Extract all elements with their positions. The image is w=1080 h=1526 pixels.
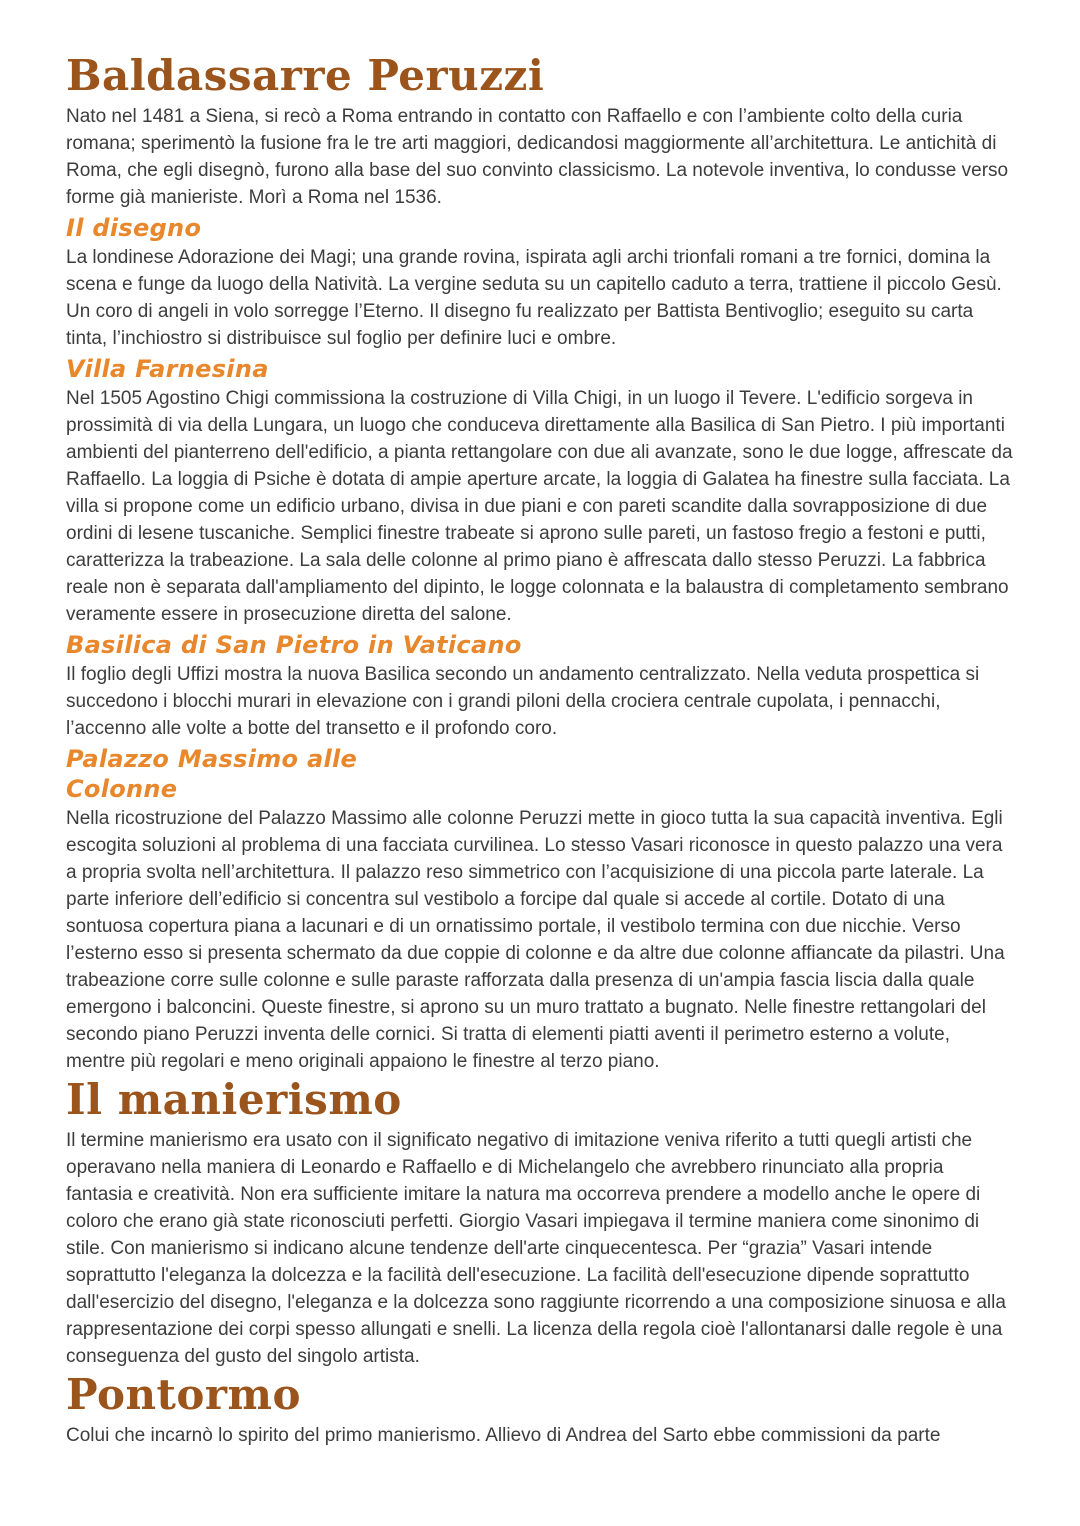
paragraph-il-disegno: La londinese Adorazione dei Magi; una grande rovina, ispirata agli archi trionfali romani a tre fornici, domina la scena e funge da luogo della Natività. La vergine seduta su un capitello caduto a terra, trattiene il piccolo Gesù. Un coro di angeli in volo sorregge l’Eterno. Il disegno fu realizzato per Battista Bentivoglio; eseguito su carta tinta, l’inchiostro si distribuisce sul foglio per definire luci e ombre.: [66, 247, 1002, 349]
section-title-il-manierismo: Il manierismo: [66, 1075, 402, 1124]
section-heading-villa-farnesina: Villa Farnesina: [66, 355, 269, 383]
section-heading-il-disegno: Il disegno: [66, 214, 202, 242]
section-title-pontormo: Pontormo: [66, 1370, 301, 1419]
section-heading-palazzo-massimo-line1: Palazzo Massimo alle: [66, 745, 358, 773]
section-heading-basilica-san-pietro: Basilica di San Pietro in Vaticano: [66, 631, 522, 659]
section-heading-palazzo-massimo-line2: Colonne: [66, 775, 178, 803]
paragraph-basilica-san-pietro: Il foglio degli Uffizi mostra la nuova Basilica secondo un andamento centralizzato. Nella veduta prospettica si succedono i blocchi murari in elevazione con i grandi piloni della crociera centrale cupolata, i pennacchi, l’accenno alle volte a botte del transetto e il profondo coro.: [66, 664, 980, 739]
paragraph-palazzo-massimo: Nella ricostruzione del Palazzo Massimo alle colonne Peruzzi mette in gioco tutta la sua capacità inventiva. Egli escogita soluzioni al problema di una facciata curvilinea. Lo stesso Vasari riconosce in questo palazzo una vera a propria svolta nell’architettura. Il palazzo reso simmetrico con l’acquisizione di una piccola parte laterale. La parte inferiore dell’edificio si concentra sul vestibolo a forcipe dal quale si accede al cortile. Dotato di una sontuosa copertura piana a lacunari e di un ornatissimo portale, il vestibolo termina con due nicchie. Verso l’esterno esso si presenta schermato da due coppie di colonne e da altre due colonne affiancate da pilastri. Una trabeazione corre sulle colonne e sulle paraste rafforzata dalla presenza di un'ampia fascia liscia dalla quale emergono i balconcini. Queste finestre, si aprono su un muro trattato a bugnato. Nelle finestre rettangolari del secondo piano Peruzzi inventa delle cornici. Si tratta di elementi piatti aventi il perimetro esterno a volute, mentre più regolari e meno originali appaiono le finestre al terzo piano.: [66, 808, 1005, 1072]
paragraph-il-manierismo: Il termine manierismo era usato con il significato negativo di imitazione veniva riferito a tutti quegli artisti che operavano nella maniera di Leonardo e Raffaello e di Michelangelo che avrebbero rinunciato alla propria fantasia e creatività. Non era sufficiente imitare la natura ma occorreva prendere a modello anche le opere di coloro che erano già state riconosciuti perfetti. Giorgio Vasari impiegava il termine maniera come sinonimo di stile. Con manierismo si indicano alcune tendenze dell'arte cinquecentesca. Per “grazia” Vasari intende soprattutto l'eleganza la dolcezza e la facilità dell'esecuzione. La facilità dell'esecuzione dipende soprattutto dall'esercizio del disegno, l'eleganza e la dolcezza sono raggiunte ricorrendo a una composizione sinuosa e alla rappresentazione dei corpi spesso allungati e snelli. La licenza della regola cioè l'allontanarsi dalle regole è una conseguenza del gusto del singolo artista.: [66, 1130, 1006, 1367]
paragraph-peruzzi-intro: Nato nel 1481 a Siena, si recò a Roma entrando in contatto con Raffaello e con l’ambiente colto della curia romana; sperimentò la fusione fra le tre arti maggiori, dedicandosi maggiormente all’architettura. Le antichità di Roma, che egli disegnò, furono alla base del suo convinto classicismo. La notevole inventiva, lo condusse verso forme già manieriste. Morì a Roma nel 1536.: [66, 106, 1009, 208]
paragraph-villa-farnesina: Nel 1505 Agostino Chigi commissiona la costruzione di Villa Chigi, in un luogo il Tevere. L'edificio sorgeva in prossimità di via della Lungara, un luogo che conduceva direttamente alla Basilica di San Pietro. I più importanti ambienti del pianterreno dell'edificio, a pianta rettangolare con due ali avanzate, sono le due logge, affrescate da Raffaello. La loggia di Psiche è dotata di ampie aperture arcate, la loggia di Galatea ha finestre sulla facciata. La villa si propone come un edificio urbano, divisa in due piani e con pareti scandite dalla sovrapposizione di due ordini di lesene tuscaniche. Semplici finestre trabeate si aprono sulle pareti, un fastoso fregio a festoni e putti, caratterizza la trabeazione. La sala delle colonne al primo piano è affrescata dallo stesso Peruzzi. La fabbrica reale non è separata dall'ampliamento del dipinto, le logge colonnata e la balaustra di completamento sembrano veramente essere in prosecuzione diretta del salone.: [66, 388, 1013, 625]
paragraph-pontormo: Colui che incarnò lo spirito del primo manierismo. Allievo di Andrea del Sarto ebbe commissioni da parte: [66, 1425, 941, 1446]
page-title: Baldassarre Peruzzi: [66, 51, 545, 100]
